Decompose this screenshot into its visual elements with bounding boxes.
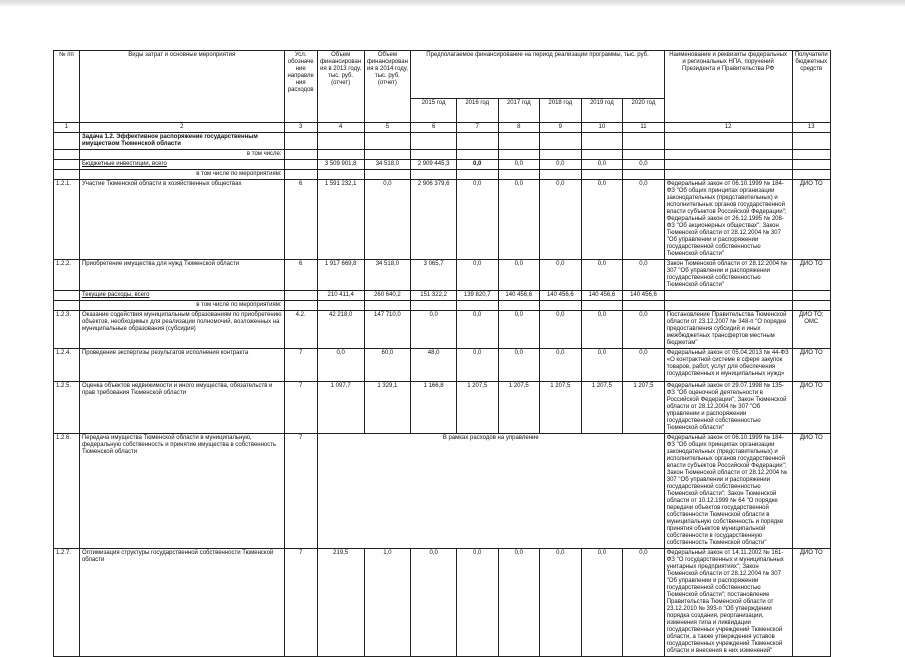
col-number: 7 (456, 123, 498, 133)
row-condition: 7 (284, 349, 317, 382)
value-cell: 0,0 (540, 549, 582, 657)
col-number: 9 (540, 123, 582, 133)
row-recipients: ДИО ТО (792, 180, 831, 260)
value-cell: 0,0 (540, 180, 582, 260)
value-cell: 34 518,0 (364, 160, 411, 170)
value-cell: 1 207,5 (540, 382, 582, 434)
header-year: 2019 год (581, 99, 623, 123)
value-cell: 34 518,0 (364, 260, 411, 291)
in-total-row (54, 150, 831, 160)
row-recipients: ДИО ТО (792, 549, 831, 657)
row-recipients: ДИО ТО (792, 349, 831, 382)
table-row (54, 382, 831, 434)
value-cell: 2 909 445,3 (411, 160, 457, 170)
value-cell: 151 322,2 (411, 291, 457, 301)
current-label: Текущие расходы, всего (79, 291, 284, 301)
col-number: 1 (54, 123, 80, 133)
header-volume-2014: Объем финансирования в 2014 году, тыс. руб. (отчет) (364, 51, 411, 123)
header-volume-2013: Объем финансирования в 2013 году, тыс. руб. (отчет) (317, 51, 364, 123)
empty-cell (54, 133, 80, 150)
row-npa: Закон Тюменской области от 28.12.2004 № 307 "Об управлении и распоряжении государственной собственностью Тюменской области" (664, 260, 792, 291)
value-cell: 140 456,6 (498, 291, 540, 301)
value-cell: 42 218,0 (317, 311, 364, 349)
row-number: 1.2.7. (54, 549, 80, 657)
col-number: 11 (623, 123, 665, 133)
table-row (54, 180, 831, 260)
table-row (54, 260, 831, 291)
value-cell: 1 166,8 (411, 382, 457, 434)
capital-total-row (54, 160, 831, 170)
value-cell: 0,0 (623, 311, 665, 349)
value-cell: 2 906 379,6 (411, 180, 457, 260)
col-number: 13 (792, 123, 831, 133)
row-recipients: ДИО ТО; ОМС (792, 311, 831, 349)
value-cell: 3 509 901,8 (317, 160, 364, 170)
header-year: 2015 год (411, 99, 457, 123)
value-cell: 0,0 (540, 260, 582, 291)
value-cell: 1 207,5 (456, 382, 498, 434)
management-expenses-note: В рамках расходов на управление (317, 434, 664, 549)
row-name: Оценка объектов недвижимости и иного имущества, обязательств и прав требования Тюменской области (79, 382, 284, 434)
table-row (54, 349, 831, 382)
row-name: Проведение экспертизы результатов исполнения контракта (79, 349, 284, 382)
row-number: 1.2.4. (54, 349, 80, 382)
row-npa: Федеральный закон от 14.11.2002 № 161-ФЗ "О государственных и муниципальных унитарных предприятиях"; Закон Тюменской области от 28.12.2004 № 307 "Об управлении и распоряжении государственной собственностью Тюменской области"; постановление Правительства Тюменской области от 23.12.2010 № 393-п "Об утверждении порядка создания, реорганизации, изменения типа и ликвидации государственных учреждений Тюменской области, а также утверждения уставов государственных учреждений Тюменской области и внесения в них изменений" (664, 549, 792, 657)
row-npa: Федеральный закон от 06.10.1999 № 184-ФЗ "Об общих принципах организации законодательных (представительных) и исполнительных органов государственной власти субъектов Российской Федерации"; Федеральный закон от 26.12.1995 № 208-ФЗ "Об акционерных обществах"; Закон Тюменской области от 28.12.2004 № 307 "Об управлении и распоряжении государственной собственностью Тюменской области" (664, 180, 792, 260)
value-cell: 1 097,7 (317, 382, 364, 434)
value-cell: 0,0 (364, 180, 411, 260)
col-number: 8 (498, 123, 540, 133)
value-cell: 210 411,4 (317, 291, 364, 301)
row-recipients: ДИО ТО (792, 260, 831, 291)
row-name: Передача имущества Тюменской области в муниципальную, федеральную собственность и принятие имущества в собственность Тюменской области (79, 434, 284, 549)
value-cell: 0,0 (498, 160, 540, 170)
value-cell: 0,0 (498, 349, 540, 382)
header-no: № пп (54, 51, 80, 123)
col-number: 4 (317, 123, 364, 133)
in-total-label: в том числе: (79, 150, 284, 160)
row-recipients: ДИО ТО (792, 382, 831, 434)
header-row-1 (54, 51, 831, 99)
row-npa: Федеральный закон от 29.07.1998 № 135-ФЗ "Об оценочной деятельности в Российской Федерации"; Закон Тюменской области от 28.12.2004 № 307 "Об управлении и распоряжении государственной собственностью Тюменской области" (664, 382, 792, 434)
value-cell: 0,0 (411, 311, 457, 349)
value-cell: 0,0 (317, 349, 364, 382)
row-number: 1.2.1. (54, 180, 80, 260)
scan-top-edge (0, 0, 905, 6)
table-row (54, 311, 831, 349)
value-cell: 1 917 669,8 (317, 260, 364, 291)
row-condition: 7 (284, 382, 317, 434)
column-number-row (54, 123, 831, 133)
header-year: 2020 год (623, 99, 665, 123)
value-cell: 0,0 (540, 311, 582, 349)
capital-sub-label: в том числе по мероприятиям: (79, 170, 284, 180)
row-name: Оказание содействия муниципальным образованиям по приобретению объектов, необходимых для реализации полномочий, возложенных на муниципальные образования (субсидия) (79, 311, 284, 349)
capital-sub-row (54, 170, 831, 180)
row-name: Участие Тюменской области в хозяйственных обществах (79, 180, 284, 260)
header-types: Виды затрат и основные мероприятия (79, 51, 284, 123)
value-cell: 0,0 (456, 349, 498, 382)
col-number: 3 (284, 123, 317, 133)
value-cell: 0,0 (411, 549, 457, 657)
header-planned: Предполагаемое финансирование на период реализации программы, тыс. руб. (411, 51, 664, 99)
value-cell: 3 065,7 (411, 260, 457, 291)
row-npa: Федеральный закон от 05.04.2013 № 44-ФЗ «О контрактной системе в сфере закупок товаров, работ, услуг для обеспечения государственных и муниципальных нужд» (664, 349, 792, 382)
value-cell: 260 640,2 (364, 291, 411, 301)
row-recipients: ДИО ТО (792, 434, 831, 549)
row-name: Оптимизация структуры государственной собственности Тюменской области (79, 549, 284, 657)
table-row (54, 434, 831, 549)
col-number: 2 (79, 123, 284, 133)
row-condition: 7 (284, 549, 317, 657)
current-sub-label: в том числе по мероприятиям: (79, 301, 284, 311)
header-recipients: Получатели бюджетных средств (792, 51, 831, 123)
value-cell: 147 710,0 (364, 311, 411, 349)
value-cell: 0,0 (623, 349, 665, 382)
value-cell: 0,0 (623, 180, 665, 260)
value-cell: 0,0 (581, 311, 623, 349)
value-cell: 0,0 (540, 160, 582, 170)
row-condition: 6 (284, 260, 317, 291)
value-cell: 0,0 (498, 311, 540, 349)
value-cell: 1 207,5 (623, 382, 665, 434)
value-cell: 0,0 (456, 311, 498, 349)
value-cell: 0,0 (498, 549, 540, 657)
task-title: Задача 1.2. Эффективное распоряжение государственным имуществом Тюменской области (79, 133, 284, 150)
row-number: 1.2.5. (54, 382, 80, 434)
header-npa: Наименование и реквизиты федеральных и региональных НПА, поручений Президента и Правительства РФ (664, 51, 792, 123)
value-cell: 0,0 (540, 349, 582, 382)
capital-label: Бюджетные инвестиции, всего (79, 160, 284, 170)
row-npa: Постановление Правительства Тюменской области от 23.12.2007 № 348-п "О порядке предоставления субсидий и иных межбюджетных трансфертов местным бюджетам" (664, 311, 792, 349)
value-cell: 0,0 (581, 549, 623, 657)
value-cell: 0,0 (456, 549, 498, 657)
row-condition: 6 (284, 180, 317, 260)
value-cell: 140 456,6 (540, 291, 582, 301)
value-cell: 0,0 (623, 549, 665, 657)
value-cell: 140 456,6 (581, 291, 623, 301)
row-number: 1.2.3. (54, 311, 80, 349)
row-number: 1.2.2. (54, 260, 80, 291)
header-year: 2017 год (498, 99, 540, 123)
value-cell: 0,0 (498, 260, 540, 291)
header-condition: Усл. обозначение направления расходов (284, 51, 317, 123)
row-name: Приобретение имущества для нужд Тюменской области (79, 260, 284, 291)
col-number: 12 (664, 123, 792, 133)
value-cell: 0,0 (581, 349, 623, 382)
value-cell: 0,0 (581, 160, 623, 170)
value-cell: 1 591 232,1 (317, 180, 364, 260)
value-cell: 1 207,5 (498, 382, 540, 434)
program-financing-table (53, 50, 831, 657)
value-cell: 139 820,7 (456, 291, 498, 301)
table-row (54, 549, 831, 657)
col-number: 6 (411, 123, 457, 133)
value-cell: 1 329,1 (364, 382, 411, 434)
value-cell: 140 456,6 (623, 291, 665, 301)
value-cell: 0,0 (456, 180, 498, 260)
value-cell: 0,0 (498, 180, 540, 260)
task-row (54, 133, 831, 150)
header-year: 2016 год (456, 99, 498, 123)
value-cell: 0,0 (623, 160, 665, 170)
value-cell: 0,0 (456, 260, 498, 291)
value-cell: 60,0 (364, 349, 411, 382)
current-total-row (54, 291, 831, 301)
value-cell: 0,0 (456, 160, 498, 170)
value-cell: 0,0 (623, 260, 665, 291)
row-npa: Федеральный закон от 06.10.1999 № 184-ФЗ "Об общих принципах организации законодательных (представительных) и исполнительных органов государственной власти субъектов Российской Федерации"; Закон Тюменской области от 28.12.2004 № 307 "Об управлении и распоряжении государственной собственностью Тюменской области"; Закон Тюменской области от 10.12.1999 № 64 "О порядке передачи объектов государственной собственности Тюменской области в муниципальную собственность и порядке принятия объектов муниципальной собственности в государственную собственность Тюменской области" (664, 434, 792, 549)
row-number: 1.2.6. (54, 434, 80, 549)
row-condition: 7 (284, 434, 317, 549)
value-cell: 219,5 (317, 549, 364, 657)
col-number: 5 (364, 123, 411, 133)
value-cell: 1,0 (364, 549, 411, 657)
header-year: 2018 год (540, 99, 582, 123)
value-cell: 0,0 (581, 180, 623, 260)
value-cell: 0,0 (581, 260, 623, 291)
value-cell: 48,0 (411, 349, 457, 382)
value-cell: 1 207,5 (581, 382, 623, 434)
row-condition: 4.2. (284, 311, 317, 349)
col-number: 10 (581, 123, 623, 133)
current-sub-row (54, 301, 831, 311)
